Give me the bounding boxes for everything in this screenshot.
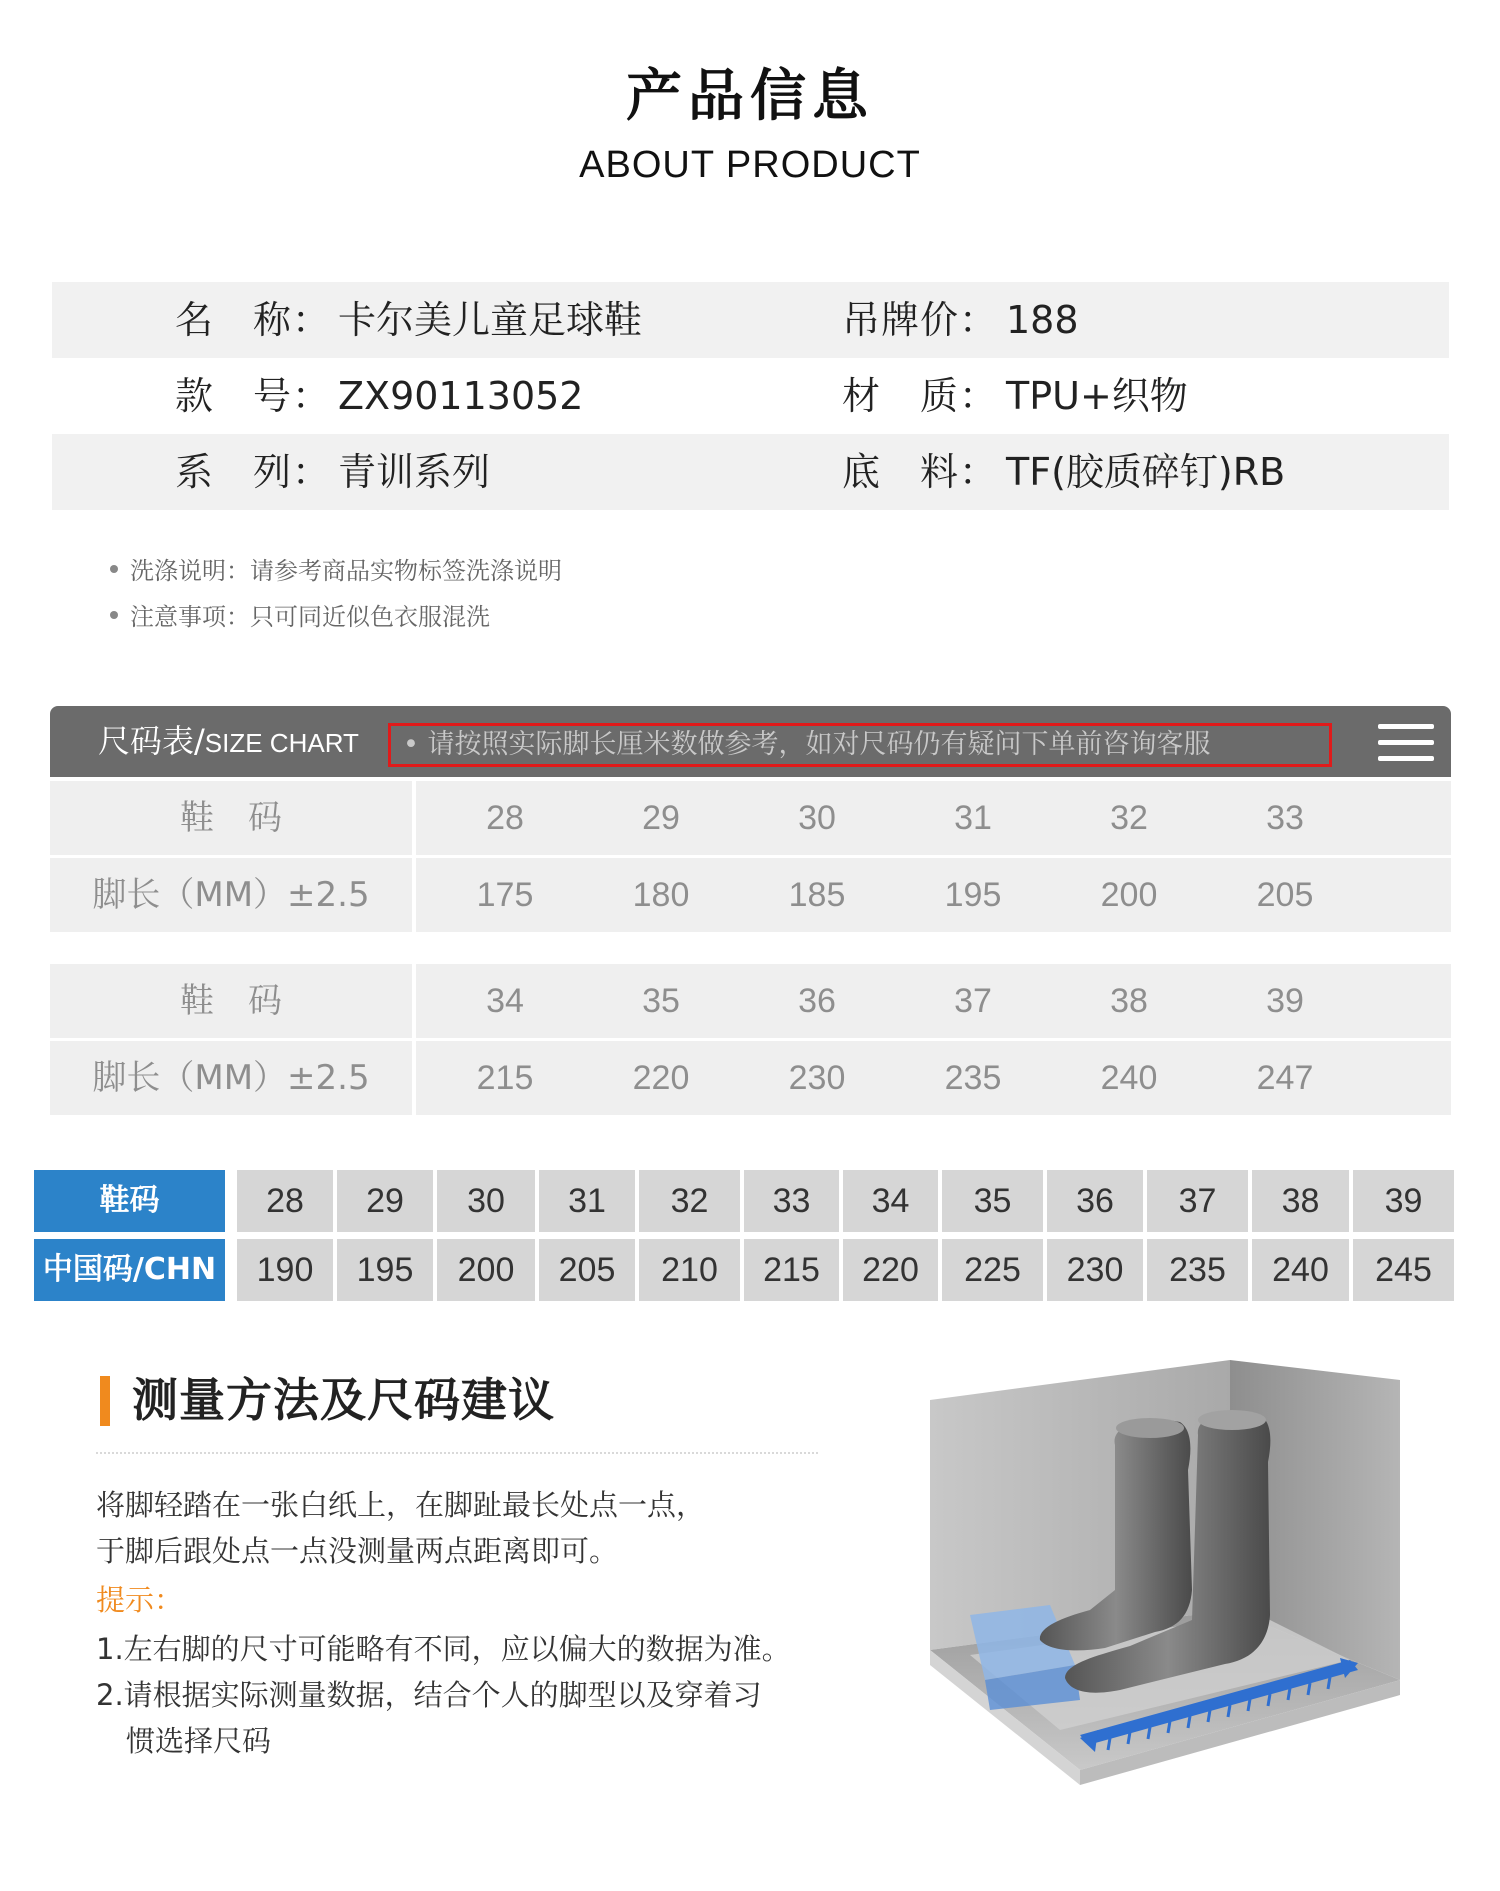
table-cell: 220: [843, 1239, 938, 1301]
page-title: 产品信息: [626, 64, 874, 129]
table-cell: 225: [942, 1239, 1043, 1301]
table-cell: 28: [486, 799, 524, 837]
table-cell: 39: [1266, 982, 1304, 1020]
table-cell: 220: [632, 1059, 690, 1097]
table-cell: 215: [476, 1059, 534, 1097]
size-row: [50, 964, 1451, 1038]
table-cell: 195: [944, 876, 1002, 914]
size-conversion-table: [34, 1170, 1454, 1302]
table-cell: 30: [798, 799, 836, 837]
table-cell: 37: [954, 982, 992, 1020]
price-label: 吊牌价：: [842, 298, 999, 342]
bullet-icon: [110, 611, 118, 619]
size-chart-header: [50, 706, 1451, 777]
table-cell: 240: [1252, 1239, 1349, 1301]
table-cell: 195: [337, 1239, 433, 1301]
table-cell: 247: [1256, 1059, 1314, 1097]
table-cell: 29: [642, 799, 680, 837]
table-cell: 190: [237, 1239, 333, 1301]
table-cell: 37: [1147, 1170, 1248, 1232]
name-label: 名 称：: [175, 298, 332, 342]
sole-value: TF(胶质碎钉)RB: [1006, 450, 1286, 494]
table-cell: 34: [843, 1170, 938, 1232]
table-cell: 235: [1147, 1239, 1248, 1301]
size-row-label: 鞋 码: [50, 964, 412, 1038]
accent-bar: [100, 1376, 110, 1426]
table-cell: 200: [437, 1239, 535, 1301]
table-cell: 245: [1353, 1239, 1454, 1301]
size-row-values: [416, 964, 1451, 1038]
material-label: 材 质：: [842, 374, 999, 418]
series-label: 系 列：: [175, 450, 332, 494]
product-info-table: [52, 282, 1449, 510]
shoe-size-header: 鞋码: [34, 1170, 225, 1232]
length-row-label: 脚长（MM）±2.5: [50, 858, 412, 932]
wash-note: 洗涤说明：请参考商品实物标签洗涤说明: [110, 548, 562, 594]
size-row-values: [416, 781, 1451, 855]
length-row-values: [416, 858, 1451, 932]
info-row-series: [52, 434, 1449, 510]
model-label: 款 号：: [175, 374, 332, 418]
foot-measurement-illustration: [930, 1360, 1400, 1785]
table-cell: 230: [788, 1059, 846, 1097]
price-value: 188: [1006, 298, 1079, 342]
length-row: [50, 1041, 1451, 1115]
size-chart-tip: • 请按照实际脚长厘米数做参考，如对尺码仍有疑问下单前咨询客服: [388, 723, 1332, 767]
length-row: [50, 858, 1451, 932]
care-notes: [110, 548, 562, 640]
name-value: 卡尔美儿童足球鞋: [338, 298, 643, 342]
hamburger-icon[interactable]: [1378, 724, 1434, 762]
length-row-label: 脚长（MM）±2.5: [50, 1041, 412, 1115]
table-cell: 39: [1353, 1170, 1454, 1232]
length-row-values: [416, 1041, 1451, 1115]
page-header: [0, 62, 1500, 187]
measurement-title: 测量方法及尺码建议: [96, 1370, 876, 1430]
tip-line-1: 1.左右脚的尺寸可能略有不同，应以偏大的数据为准。: [96, 1632, 791, 1666]
table-cell: 240: [1100, 1059, 1158, 1097]
caution-note: 注意事项：只可同近似色衣服混洗: [110, 594, 562, 640]
bullet-icon: [110, 565, 118, 573]
size-table-2: [50, 964, 1451, 1118]
size-row: [50, 781, 1451, 855]
table-cell: 205: [1256, 876, 1314, 914]
table-cell: 35: [942, 1170, 1043, 1232]
table-cell: 205: [539, 1239, 635, 1301]
info-row-name: [52, 282, 1449, 358]
table-cell: 180: [632, 876, 690, 914]
table-cell: 33: [1266, 799, 1304, 837]
table-cell: 32: [1110, 799, 1148, 837]
tip-label: 提示：: [96, 1583, 184, 1617]
table-cell: 31: [539, 1170, 635, 1232]
table-cell: 30: [437, 1170, 535, 1232]
table-cell: 33: [744, 1170, 839, 1232]
size-row-label: 鞋 码: [50, 781, 412, 855]
table-cell: 36: [798, 982, 836, 1020]
table-cell: 32: [639, 1170, 740, 1232]
series-value: 青训系列: [338, 450, 491, 494]
table-cell: 36: [1047, 1170, 1143, 1232]
table-cell: 200: [1100, 876, 1158, 914]
table-cell: 34: [486, 982, 524, 1020]
size-table-1: [50, 781, 1451, 935]
table-cell: 35: [642, 982, 680, 1020]
sole-label: 底 料：: [842, 450, 999, 494]
model-value: ZX90113052: [338, 374, 584, 418]
table-cell: 215: [744, 1239, 839, 1301]
table-cell: 38: [1252, 1170, 1349, 1232]
material-value: TPU+织物: [1006, 374, 1188, 418]
table-cell: 185: [788, 876, 846, 914]
table-cell: 38: [1110, 982, 1148, 1020]
chn-size-header: 中国码/CHN: [34, 1239, 225, 1301]
table-cell: 29: [337, 1170, 433, 1232]
tip-line-2: 2.请根据实际测量数据，结合个人的脚型以及穿着习: [96, 1678, 762, 1712]
table-cell: 235: [944, 1059, 1002, 1097]
tip-line-3: 惯选择尺码: [126, 1724, 272, 1758]
dotted-divider: [96, 1452, 818, 1454]
table-cell: 175: [476, 876, 534, 914]
method-line-1: 将脚轻踏在一张白纸上，在脚趾最长处点一点，: [96, 1488, 706, 1522]
measurement-section: [96, 1370, 876, 1764]
method-line-2: 于脚后跟处点一点没测量两点距离即可。: [96, 1534, 619, 1568]
size-chart-title: 尺码表/SIZE CHART: [98, 722, 359, 760]
table-cell: 210: [639, 1239, 740, 1301]
table-cell: 28: [237, 1170, 333, 1232]
info-row-model: [52, 358, 1449, 434]
table-cell: 31: [954, 799, 992, 837]
page-subtitle: ABOUT PRODUCT: [579, 144, 921, 186]
table-cell: 230: [1047, 1239, 1143, 1301]
